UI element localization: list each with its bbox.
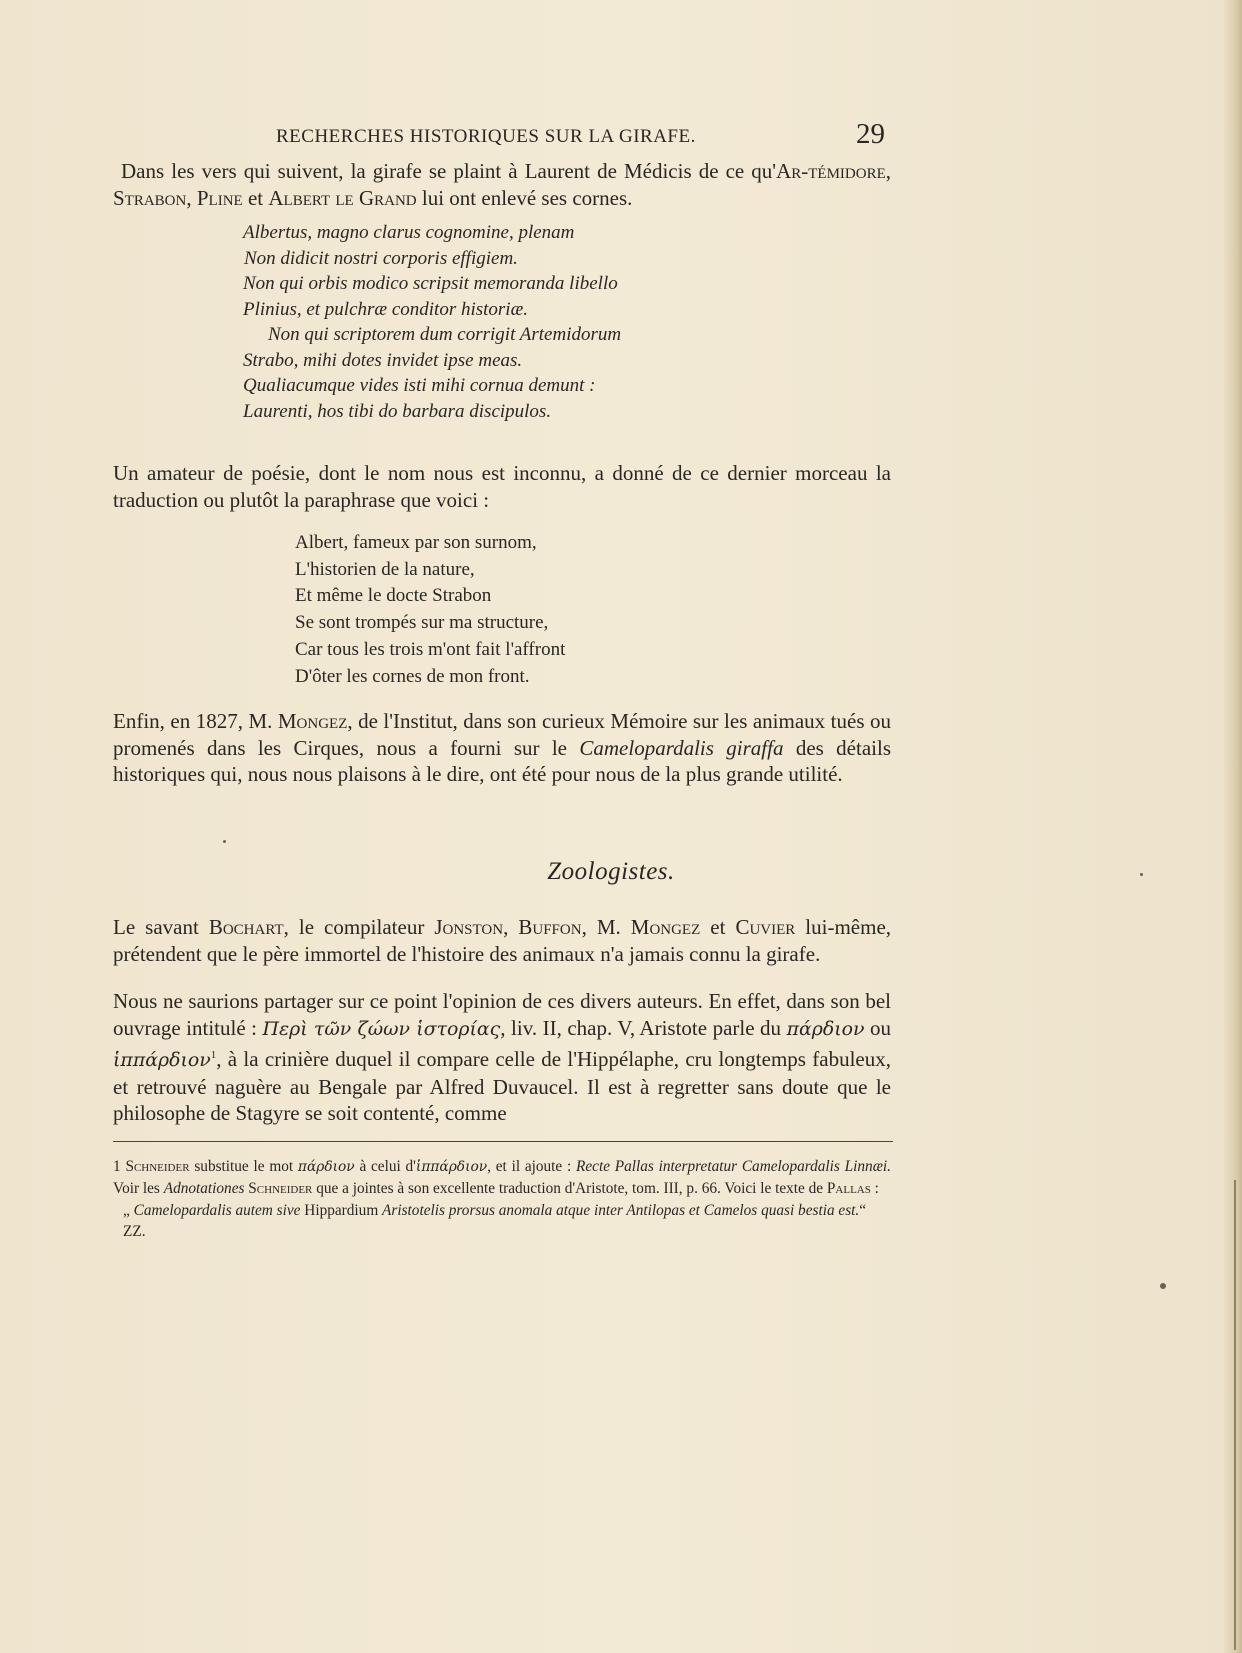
text: „ xyxy=(123,1201,134,1219)
work-title: Adnotationes xyxy=(163,1180,245,1198)
text: , M. xyxy=(581,915,631,939)
page-number: 29 xyxy=(856,118,885,150)
text: et xyxy=(242,185,269,210)
paragraph-2 xyxy=(113,460,891,513)
text: Le savant xyxy=(113,915,209,939)
author-name: Jonston xyxy=(434,915,504,939)
page-edge-line xyxy=(1234,1180,1236,1650)
signature: ZZ. xyxy=(123,1223,146,1241)
ink-speck xyxy=(223,840,226,843)
author-name: Ar-témidore xyxy=(776,159,886,183)
text: , et il ajoute : xyxy=(487,1158,577,1175)
verse-line: Car tous les trois m'ont fait l'affront xyxy=(295,638,566,660)
text: “ xyxy=(859,1201,867,1219)
section-heading-text: Zoologistes. xyxy=(547,858,675,885)
ink-speck xyxy=(1140,873,1143,876)
verse-line: Se sont trompés sur ma structure, xyxy=(295,612,549,634)
text: Enfin, en 1827, M. xyxy=(113,709,278,733)
paragraph-4 xyxy=(113,914,891,967)
greek-word: ἱππάρδιον xyxy=(113,1049,211,1072)
verse-line: Non qui scriptorem dum corrigit Artemidorum xyxy=(268,324,622,345)
french-verse xyxy=(295,530,565,690)
footnote-number: 1 xyxy=(113,1158,121,1175)
text: Un amateur de poésie, dont le nom nous est inconnu, a donné de ce dernier morceau la traduction ou plutôt la paraphrase que voici : xyxy=(113,461,891,512)
text: que a jointes à son excellente traduction d'Aristote, tom. III, p. 66. Voici le texte de xyxy=(312,1180,827,1198)
text: et xyxy=(700,915,736,939)
text: lui ont enlevé ses cornes. xyxy=(416,185,633,210)
verse-line: D'ôter les cornes de mon front. xyxy=(295,665,530,687)
author-name: Mongez xyxy=(277,709,348,733)
page-edge xyxy=(1224,0,1242,1653)
text: , xyxy=(503,915,519,939)
verse-line: Strabo, mihi dotes invidet ipse meas. xyxy=(243,349,523,371)
footnote-marker: 1 xyxy=(210,1049,217,1062)
footnote-rule xyxy=(113,1141,893,1142)
author-name: Bochart xyxy=(208,915,284,939)
verse-line: Et même le docte Strabon xyxy=(295,585,492,607)
author-name: Cuvier xyxy=(735,915,796,939)
author-name: Pline xyxy=(196,185,243,210)
greek-word: πάρδιον xyxy=(297,1159,355,1175)
text: substitue le mot xyxy=(189,1158,298,1175)
author-name: Strabon xyxy=(113,185,187,210)
running-title: RECHERCHES HISTORIQUES SUR LA GIRAFE. xyxy=(276,126,696,147)
text: lui-même, prétendent que le père immortel de l'histoire des animaux n'a jamais connu la girafe. xyxy=(113,915,892,966)
paragraph-5 xyxy=(113,988,891,1127)
section-heading xyxy=(0,858,1242,886)
latin-quote: Recte Pallas interpretatur Camelopardalis Linnæi. xyxy=(576,1158,891,1175)
verse-line: Non qui orbis modico scripsit memoranda libello xyxy=(243,273,618,294)
author-name: Albert le Grand xyxy=(268,185,417,210)
verse-line: Non didicit nostri corporis effigiem. xyxy=(244,247,518,269)
ink-speck xyxy=(1160,1283,1166,1289)
text: , de l'Institut, dans son curieux Mémoire sur les animaux tués ou promenés dans les Cirques, nous a fourni sur le xyxy=(113,709,891,760)
text: , liv. II, chap. V, Aristote parle du xyxy=(500,1015,787,1040)
text: Voir les xyxy=(113,1180,164,1198)
verse-line: Laurenti, hos tibi do barbara discipulos. xyxy=(243,400,552,422)
greek-word: πάρδιον xyxy=(786,1017,865,1040)
footnote xyxy=(113,1156,891,1243)
author-name: Pallas xyxy=(826,1180,871,1198)
text: des détails historiques qui, nous nous plaisons à le dire, ont été pour nous de la plus grande utilité. xyxy=(113,735,891,787)
latin-verse xyxy=(243,220,621,424)
text: , xyxy=(186,185,197,210)
latin-quote: Camelopardalis autem sive xyxy=(133,1201,301,1219)
species-name: Camelopardalis giraffa xyxy=(579,735,784,760)
verse-line: Albertus, magno clarus cognomine, plenam xyxy=(243,222,575,243)
verse-line: Plinius, et pulchræ conditor historiæ. xyxy=(243,298,529,320)
greek-word: ἱππάρδιον xyxy=(415,1159,488,1175)
text: : xyxy=(870,1180,879,1198)
author-name: Schneider xyxy=(248,1180,313,1198)
verse-line: Qualiacumque vides isti mihi cornua demunt : xyxy=(243,375,596,396)
text: ou xyxy=(864,1015,892,1040)
paragraph-3 xyxy=(113,708,891,788)
author-name: Schneider xyxy=(125,1158,190,1175)
text: Dans les vers qui suivent, la girafe se plaint à Laurent de Médicis de ce qu' xyxy=(121,159,777,183)
text: , le compilateur xyxy=(283,915,435,939)
author-name: Buffon xyxy=(518,915,582,939)
text: Hippardium xyxy=(300,1201,383,1219)
greek-title: Περὶ τῶν ζώων ἱστορίας xyxy=(262,1017,501,1040)
text: à celui d' xyxy=(354,1158,416,1175)
verse-line: L'historien de la nature, xyxy=(295,558,475,580)
paragraph-1 xyxy=(113,158,891,211)
text: , xyxy=(885,159,891,183)
latin-quote: Aristotelis prorsus anomala atque inter Antilopas et Camelos quasi bestia est. xyxy=(382,1201,860,1219)
verse-line: Albert, fameux par son surnom, xyxy=(295,532,537,553)
text: Nous ne saurions partager sur ce point l'opinion de ces divers auteurs. En effet, dans son bel ouvrage intitulé : xyxy=(113,989,891,1040)
author-name: Mongez xyxy=(630,915,701,939)
text: , à la crinière duquel il compare celle de l'Hippélaphe, cru longtemps fabuleux, et retrouvé naguère au Bengale par Alfred Duvaucel. Il est à regretter sans doute que le philosophe de Stagyre se soit contenté, comme xyxy=(113,1047,891,1126)
